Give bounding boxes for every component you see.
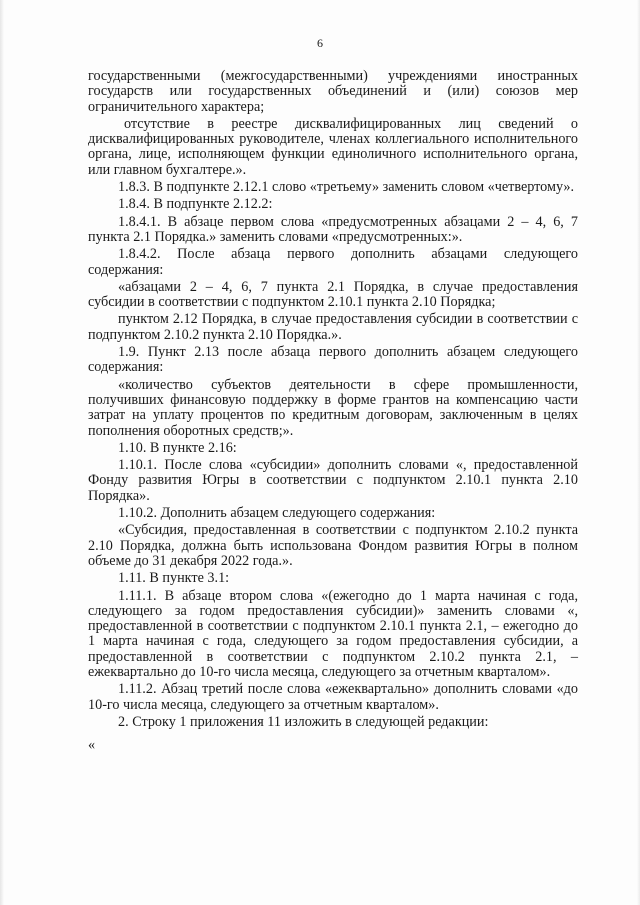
paragraph: 1.9. Пункт 2.13 после абзаца первого дополнить абзацем следующего содержания: — [88, 344, 578, 376]
paragraph: государственными (межгосударственными) учреждениями иностранных государств или государственных объединений и (или) союзов мер ограничительного характера; — [88, 68, 578, 115]
paragraph: 1.11. В пункте 3.1: — [118, 570, 230, 587]
paragraph: отсутствие в реестре дисквалифицированных лиц сведений о дисквалифицированных руководителе, членах коллегиального исполнительного органа, лице, исполняющем функции единоличного исполнительного органа, или главном бухгалтере.». — [88, 115, 578, 178]
paragraph: «количество субъектов деятельности в сфере промышленности, получивших финансовую поддержку в форме грантов на компенсацию части затрат на уплату процентов по кредитным договорам, заключенным в целях пополнения оборотных средств;». — [88, 376, 578, 439]
quote-mark: « — [88, 737, 96, 754]
paragraph: 1.8.4.2. После абзаца первого дополнить абзацами следующего содержания: — [88, 246, 578, 278]
paragraph: «абзацами 2 – 4, 6, 7 пункта 2.1 Порядка, в случае предоставления субсидии в соответствии с подпунктом 2.10.1 пункта 2.10 Порядка; — [88, 278, 578, 311]
paragraph: 1.8.4.1. В абзаце первом слова «предусмотренных абзацами 2 – 4, 6, 7 пункта 2.1 Порядка.» заменить словами «предусмотренных:». — [88, 213, 578, 245]
paragraph: пунктом 2.12 Порядка, в случае предоставления субсидии в соответствии с подпунктом 2.10.2 пункта 2.10 Порядка.». — [88, 311, 578, 343]
paragraph: 2. Строку 1 приложения 11 изложить в следующей редакции: — [118, 713, 489, 730]
paragraph: 1.11.2. Абзац третий после слова «ежеквартально» дополнить словами «до 10-го числа месяца, следующего за отчетным кварталом». — [88, 681, 578, 713]
paragraph: 1.10. В пункте 2.16: — [118, 439, 237, 456]
document-body — [88, 69, 578, 753]
paragraph: 1.10.1. После слова «субсидии» дополнить словами «, предоставленной Фонду развития Югры в соответствии с подпунктом 2.10.1 пункта 2.10 Порядка». — [88, 457, 578, 504]
page-number: 6 — [317, 36, 323, 50]
paragraph: 1.10.2. Дополнить абзацем следующего содержания: — [118, 505, 436, 522]
paragraph: 1.8.4. В подпункте 2.12.2: — [118, 196, 273, 213]
paragraph: 1.11.1. В абзаце втором слова «(ежегодно до 1 марта начиная с года, следующего за годом предоставления субсидии)» заменить словами «, предоставленной в соответствии с подпунктом 2.10.1 пункта 2.1, – ежегодно до 1 марта начиная с года, следующего за годом предоставления субсидии, а предоставленной в соответствии с подпунктом 2.10.2 пункта 2.1, – ежеквартально до 10-го числа месяца, следующего за отчетным кварталом». — [88, 587, 578, 680]
paragraph: 1.8.3. В подпункте 2.12.1 слово «третьему» заменить словом «четвертому». — [118, 179, 575, 196]
paragraph: «Субсидия, предоставленная в соответствии с подпунктом 2.10.2 пункта 2.10 Порядка, должна быть использована Фондом развития Югры в полном объеме до 31 декабря 2022 года.». — [88, 522, 578, 569]
scan-edge-left — [0, 0, 4, 905]
